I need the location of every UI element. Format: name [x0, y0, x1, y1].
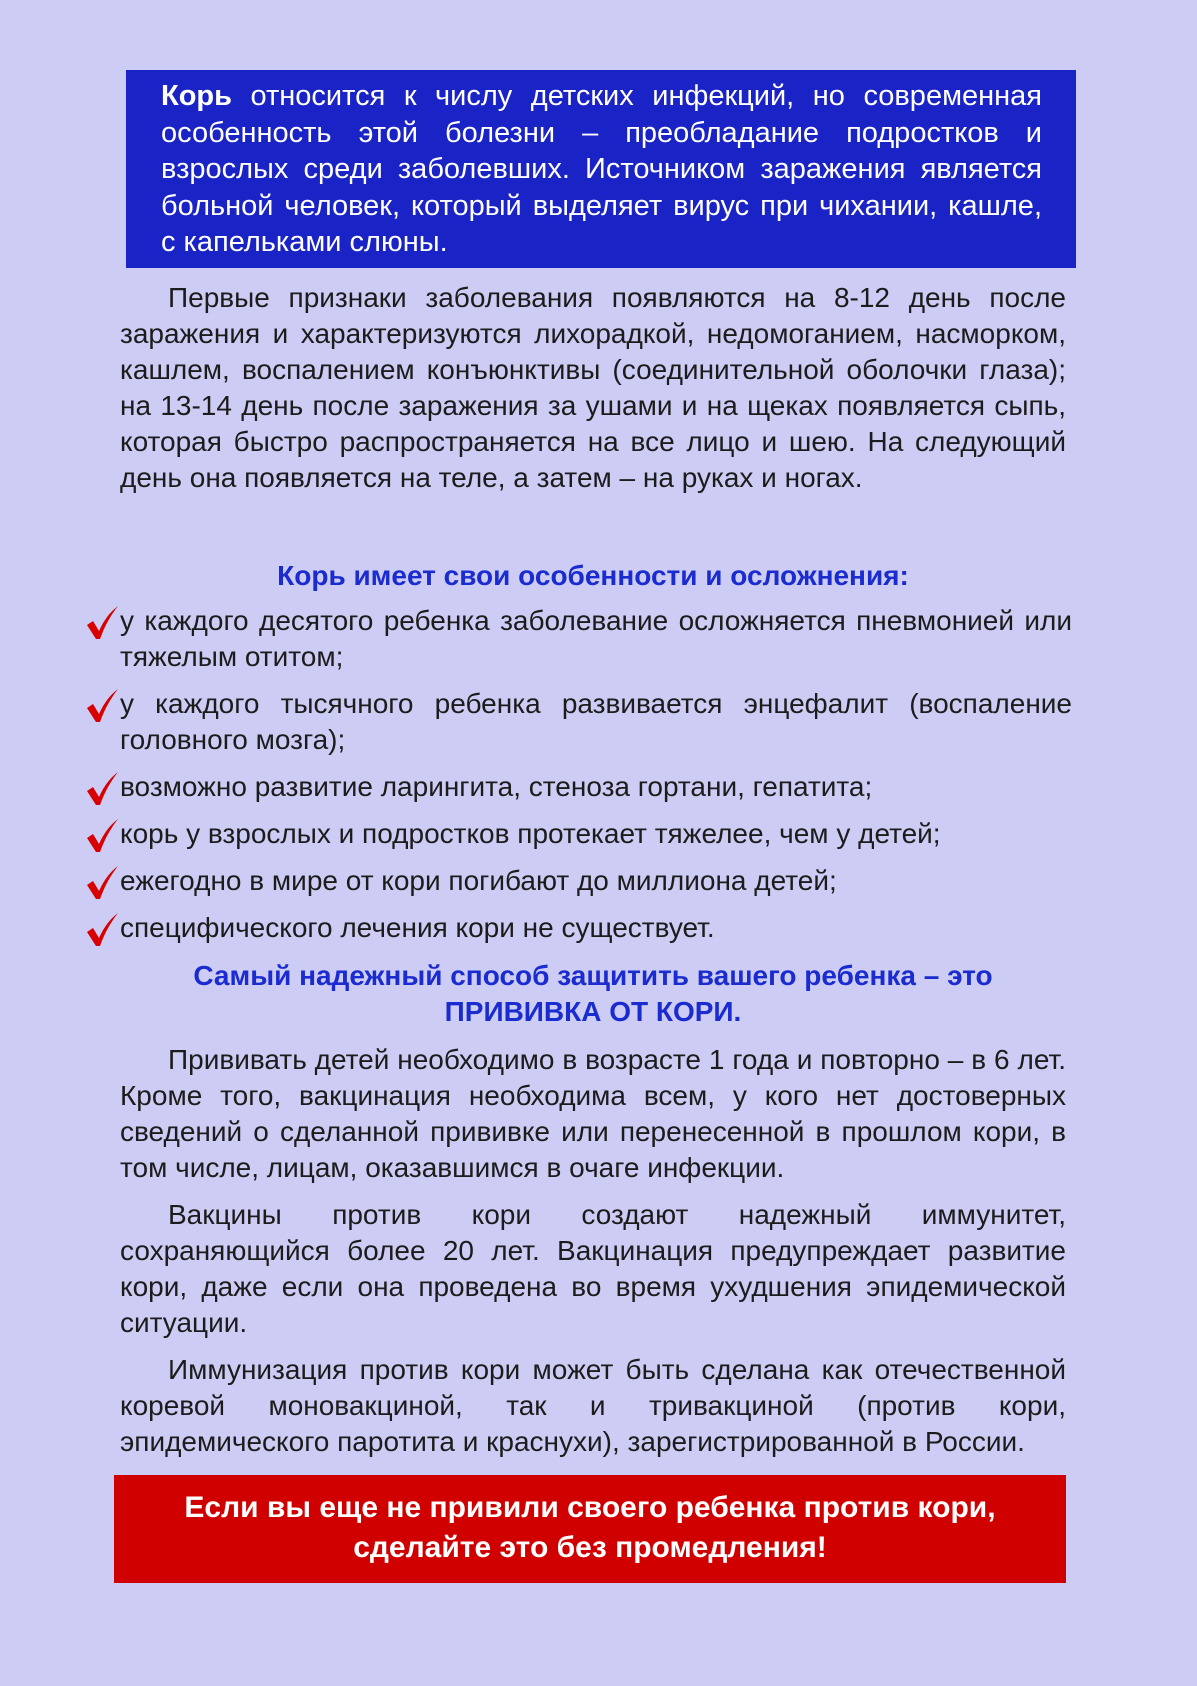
call-to-action-box [114, 1475, 1066, 1583]
protection-heading-line2: ПРИВИВКА ОТ КОРИ. [444, 996, 742, 1027]
feature-text: у каждого десятого ребенка заболевание осложняется пневмонией или тяжелым отитом; [120, 605, 1072, 672]
vaccination-schedule-paragraph: Прививать детей необходимо в возрасте 1 года и повторно – в 6 лет. Кроме того, вакцинация необходима всем, у кого нет достоверных сведений о сделанной прививке или перенесенной в прошлом кори, в том числе, лицам, оказавшимся в очаге инфекции. [120, 1044, 1066, 1183]
list-item [82, 863, 1072, 899]
feature-text: возможно развитие ларингита, стеноза гортани, гепатита; [120, 771, 873, 802]
checkmark-icon [84, 912, 120, 948]
features-heading: Корь имеет свои особенности и осложнения: [277, 560, 909, 591]
list-item [82, 816, 1072, 852]
intro-lead-word: Корь [161, 80, 232, 112]
features-list [82, 603, 1072, 946]
intro-box [126, 70, 1076, 268]
protection-heading-line1: Самый надежный способ защитить вашего ребенка – это [193, 960, 993, 991]
protection-heading [120, 958, 1066, 1030]
cta-line1: Если вы еще не привили своего ребенка против кори, [184, 1491, 996, 1524]
checkmark-icon [84, 688, 120, 724]
checkmark-icon [84, 605, 120, 641]
immunization-types-paragraph: Иммунизация против кори может быть сделана как отечественной коревой моновакциной, так и тривакциной (против кори, эпидемического паротита и краснухи), зарегистрированной в России. [120, 1354, 1066, 1457]
list-item [82, 910, 1072, 946]
symptoms-paragraph: Первые признаки заболевания появляются на 8-12 день после заражения и характеризуются лихорадкой, недомоганием, насморком, кашлем, воспалением конъюнктивы (соединительной оболочки глаза); на 13-14 день после заражения за ушами и на щеках появляется сыпь, которая быстро распространяется на все лицо и шею. На следующий день она появляется на теле, а затем – на руках и ногах. [120, 282, 1066, 493]
feature-text: корь у взрослых и подростков протекает тяжелее, чем у детей; [120, 818, 941, 849]
cta-line2: сделайте это без промедления! [353, 1531, 827, 1564]
checkmark-icon [84, 771, 120, 807]
list-item [82, 603, 1072, 675]
vaccine-immunity-paragraph: Вакцины против кори создают надежный иммунитет, сохраняющийся более 20 лет. Вакцинация предупреждает развитие кори, даже если она проведена во время ухудшения эпидемической ситуации. [120, 1199, 1066, 1338]
checkmark-icon [84, 865, 120, 901]
intro-text: относится к числу детских инфекций, но современная особенность этой болезни – преобладание подростков и взрослых среди заболевших. Источником заражения является больной человек, который выделяет вирус при чихании, кашле, с капельками слюны. [161, 80, 1042, 258]
feature-text: специфического лечения кори не существует. [120, 912, 715, 943]
list-item [82, 769, 1072, 805]
checkmark-icon [84, 818, 120, 854]
feature-text: у каждого тысячного ребенка развивается энцефалит (воспаление головного мозга); [120, 688, 1072, 755]
feature-text: ежегодно в мире от кори погибают до миллиона детей; [120, 865, 837, 896]
list-item [82, 686, 1072, 758]
